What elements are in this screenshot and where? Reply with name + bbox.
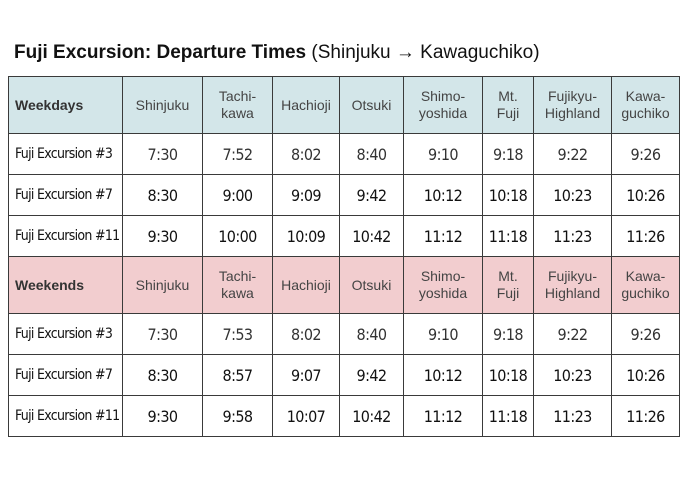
station-name-line: kawa xyxy=(221,285,254,301)
station-header xyxy=(534,257,612,314)
station-name-line: Fujikyu- xyxy=(547,268,597,284)
station-header xyxy=(203,257,273,314)
table-row xyxy=(9,134,680,175)
departure-time: 10:12 xyxy=(404,175,483,216)
departure-time: 11:23 xyxy=(534,216,612,257)
station-name-line: Hachioji xyxy=(281,96,331,113)
station-header xyxy=(123,257,203,314)
station-name-line: Shimo- xyxy=(420,88,466,104)
station-header xyxy=(273,77,340,134)
station-name-line: Kawa- xyxy=(625,88,666,104)
station-header xyxy=(123,77,203,134)
station-name-line: Mt. xyxy=(498,268,518,284)
departure-time: 8:30 xyxy=(123,175,203,216)
station-name-line: Fujikyu- xyxy=(547,88,597,104)
departure-time: 7:52 xyxy=(203,134,273,175)
departure-time: 10:26 xyxy=(612,175,680,216)
departure-time: 10:42 xyxy=(340,396,404,437)
station-header xyxy=(340,77,404,134)
station-name-line: Shimo- xyxy=(420,268,466,284)
station-name-line: kawa xyxy=(221,105,254,121)
station-name-line: Highland xyxy=(544,285,601,301)
departure-time: 10:00 xyxy=(203,216,273,257)
departure-time: 9:09 xyxy=(273,175,340,216)
station-name-line: Hachioji xyxy=(281,276,331,293)
section-header-row xyxy=(9,257,680,314)
departure-time: 10:07 xyxy=(273,396,340,437)
station-name-line: Fuji xyxy=(496,285,520,301)
train-name: Fuji Excursion #7 xyxy=(9,355,123,396)
departure-time: 7:53 xyxy=(203,314,273,355)
title-route: (Shinjuku → Kawaguchiko) xyxy=(306,42,540,63)
departure-time: 11:18 xyxy=(483,396,534,437)
departure-time: 8:40 xyxy=(340,134,404,175)
departure-time: 9:00 xyxy=(203,175,273,216)
timetable xyxy=(8,76,680,437)
train-name: Fuji Excursion #11 xyxy=(9,396,123,437)
table-row xyxy=(9,314,680,355)
departure-time: 8:02 xyxy=(273,314,340,355)
departure-time: 9:22 xyxy=(534,314,612,355)
station-name-line: Tachi- xyxy=(218,88,257,104)
station-name-line: Shinjuku xyxy=(135,276,190,293)
station-name-line: Shinjuku xyxy=(135,96,190,113)
departure-time: 9:42 xyxy=(340,355,404,396)
station-header xyxy=(534,77,612,134)
departure-time: 9:07 xyxy=(273,355,340,396)
train-name: Fuji Excursion #3 xyxy=(9,134,123,175)
departure-time: 8:57 xyxy=(203,355,273,396)
departure-time: 11:23 xyxy=(534,396,612,437)
table-row xyxy=(9,175,680,216)
departure-time: 7:30 xyxy=(123,134,203,175)
departure-time: 11:12 xyxy=(404,216,483,257)
station-name-line: Highland xyxy=(544,105,601,121)
station-header xyxy=(203,77,273,134)
section-label: Weekdays xyxy=(9,77,123,134)
departure-time: 11:12 xyxy=(404,396,483,437)
departure-time: 9:22 xyxy=(534,134,612,175)
title-bold: Fuji Excursion: Departure Times xyxy=(14,42,307,63)
train-name: Fuji Excursion #11 xyxy=(9,216,123,257)
departure-time: 10:18 xyxy=(483,175,534,216)
departure-time: 9:10 xyxy=(404,134,483,175)
station-name-line: guchiko xyxy=(621,285,670,301)
departure-time: 10:26 xyxy=(612,355,680,396)
departure-time: 10:09 xyxy=(273,216,340,257)
station-name-line: Tachi- xyxy=(218,268,257,284)
departure-time: 11:26 xyxy=(612,216,680,257)
section-label: Weekends xyxy=(9,257,123,314)
departure-time: 11:18 xyxy=(483,216,534,257)
departure-time: 9:18 xyxy=(483,134,534,175)
departure-time: 8:02 xyxy=(273,134,340,175)
table-row xyxy=(9,396,680,437)
departure-time: 10:23 xyxy=(534,355,612,396)
departure-time: 10:42 xyxy=(340,216,404,257)
section-header-row xyxy=(9,77,680,134)
page-title xyxy=(14,42,540,64)
departure-time: 9:30 xyxy=(123,396,203,437)
station-header xyxy=(483,77,534,134)
station-header xyxy=(340,257,404,314)
table-row xyxy=(9,355,680,396)
departure-time: 7:30 xyxy=(123,314,203,355)
station-name-line: Fuji xyxy=(496,105,520,121)
station-name-line: Otsuki xyxy=(351,96,392,113)
station-header xyxy=(612,257,680,314)
departure-time: 8:40 xyxy=(340,314,404,355)
station-name-line: Kawa- xyxy=(625,268,666,284)
train-name: Fuji Excursion #3 xyxy=(9,314,123,355)
departure-time: 8:30 xyxy=(123,355,203,396)
departure-time: 10:12 xyxy=(404,355,483,396)
table-row xyxy=(9,216,680,257)
station-name-line: Otsuki xyxy=(351,276,392,293)
train-name: Fuji Excursion #7 xyxy=(9,175,123,216)
departure-time: 9:10 xyxy=(404,314,483,355)
departure-time: 9:26 xyxy=(612,134,680,175)
departure-time: 9:42 xyxy=(340,175,404,216)
departure-time: 10:18 xyxy=(483,355,534,396)
departure-time: 10:23 xyxy=(534,175,612,216)
station-header xyxy=(404,257,483,314)
departure-time: 11:26 xyxy=(612,396,680,437)
station-header xyxy=(404,77,483,134)
station-header xyxy=(483,257,534,314)
station-header xyxy=(273,257,340,314)
departure-time: 9:18 xyxy=(483,314,534,355)
departure-time: 9:26 xyxy=(612,314,680,355)
station-name-line: yoshida xyxy=(418,285,468,301)
station-header xyxy=(612,77,680,134)
departure-time: 9:58 xyxy=(203,396,273,437)
station-name-line: Mt. xyxy=(498,88,518,104)
station-name-line: guchiko xyxy=(621,105,670,121)
station-name-line: yoshida xyxy=(418,105,468,121)
departure-time: 9:30 xyxy=(123,216,203,257)
